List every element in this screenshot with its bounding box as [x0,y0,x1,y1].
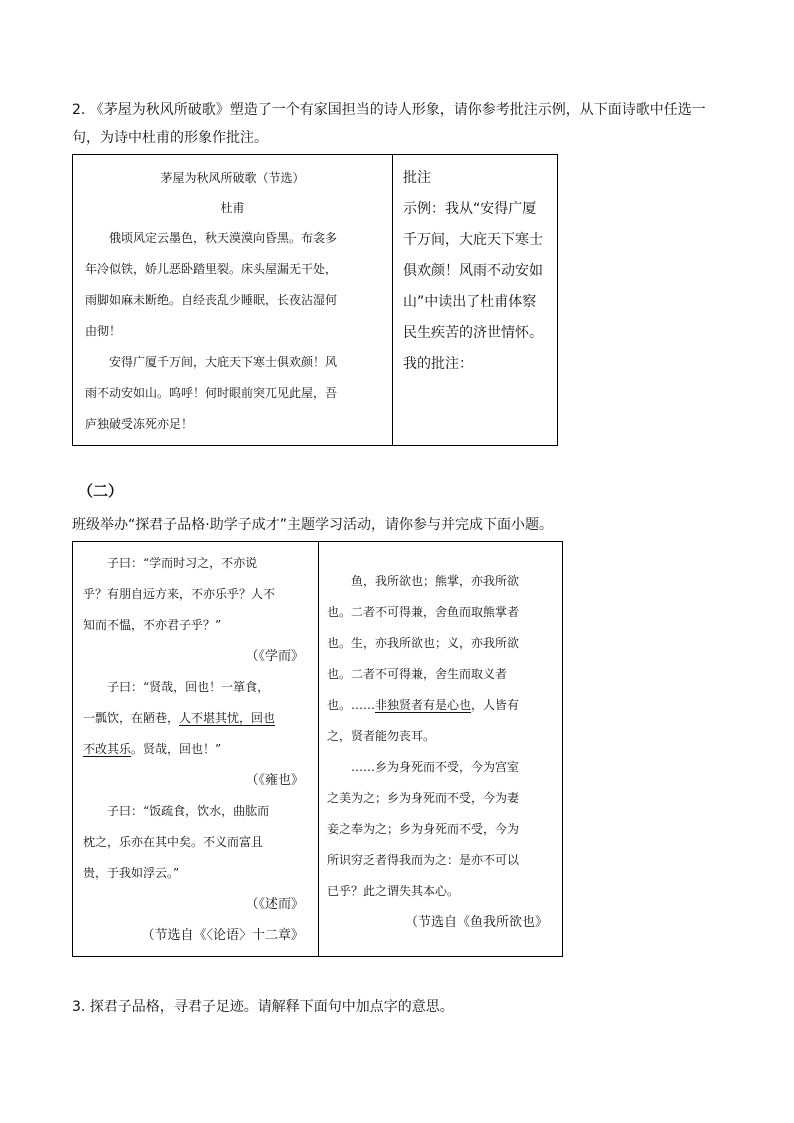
annotation-line: 示例：我从“安得广厦 [403,201,537,217]
yuwo-line: 所识穷乏者得我而为之：是亦不可以 [327,853,520,867]
yuwo-cell [319,542,562,956]
lunyu-line: 一瓢饮，在陋巷，人不堪其忧，回也 [83,711,276,725]
lunyu-source-xueer: （《学而》 [245,649,304,664]
yuwo-line: 也。……非独贤者有是心也，人皆有 [327,698,520,712]
poem-line: 雨不动安如山。呜呼！何时眼前突兀见此屋，吾 [85,386,338,400]
poem-line: 年冷似铁，娇儿恶卧踏里裂。床头屋漏无干处， [85,262,338,276]
lunyu-line: 知而不愠，不亦君子乎？” [83,618,222,632]
yuwo-line: 鱼，我所欲也；熊掌，亦我所欲 [351,574,520,588]
yuwo-source: （节选自《鱼我所欲也》 [404,915,548,930]
underlined-sentence: 非独贤者有是心也 [375,698,472,712]
yuwo-line: 也。二者不可得兼，舍鱼而取熊掌者 [327,605,520,619]
lunyu-line: 子曰：“饭疏食，饮水，曲肱而 [107,804,270,818]
poem-line: 俄顷风定云墨色，秋天漠漠向昏黑。布衾多 [109,231,338,245]
annotation-line: 俱欢颜！风雨不动安如 [403,263,543,279]
lunyu-source-yongye: （《雍也》 [245,773,304,788]
yuwo-line: ……乡为身死而不受，今为宫室 [351,760,520,774]
underlined-sentence: 不改其乐 [83,742,132,756]
section-heading: （二） [78,482,124,500]
reading-table [72,541,563,957]
annotation-line: 我的批注： [403,356,473,372]
poem-annotation-table [72,154,558,446]
annotation-line: 批注 [403,170,431,186]
section-intro: 班级举办“探君子品格·助学子成才”主题学习活动，请你参与并完成下面小题。 [72,517,553,533]
yuwo-line: 之，贤者能勿丧耳。 [327,729,436,743]
yuwo-line: 也。生，亦我所欲也；义，亦我所欲 [327,636,520,650]
poem-author: 杜甫 [220,201,245,215]
question-3: 3. 探君子品格，寻君子足迹。请解释下面句中加点字的意思。 [72,999,454,1015]
poem-title: 茅屋为秋风所破歌（节选） [160,171,305,185]
question-2: 2. 《茅屋为秋风所破歌》塑造了一个有家国担当的诗人形象，请你参考批注示例，从下面诗歌中任选一句，为诗中杜甫的形象作批注。 [72,102,706,146]
poem-line: 由彻！ [85,324,122,338]
lunyu-line: 乎？有朋自远方来，不亦乐乎？人不 [83,587,276,601]
poem-cell [73,155,393,445]
annotation-line: 千万间，大庇天下寒士 [403,232,543,248]
lunyu-source: （节选自《〈论语〉十二章》 [141,928,304,943]
lunyu-line: 子曰：“学而时习之，不亦说 [107,556,258,570]
lunyu-line: 子曰：“贤哉，回也！一箪食， [107,680,270,694]
lunyu-line: 不改其乐。贤哉，回也！” [83,742,222,756]
annotation-line: 山”中读出了杜甫体察 [403,294,537,310]
annotation-cell [393,155,557,445]
yuwo-line: 妾之奉为之；乡为身死而不受，今为 [327,822,520,836]
poem-line: 庐独破受冻死亦足！ [85,417,194,431]
lunyu-line: 贵，于我如浮云。” [83,866,180,880]
poem-line: 安得广厦千万间，大庇天下寒士俱欢颜！风 [109,355,338,369]
lunyu-cell [73,542,319,956]
yuwo-line: 也。二者不可得兼，舍生而取义者 [327,667,508,681]
lunyu-source-shuer: （《述而》 [245,897,304,912]
underlined-sentence: 人不堪其忧，回也 [179,711,276,725]
poem-line: 雨脚如麻未断绝。自经丧乱少睡眠，长夜沾湿何 [85,293,338,307]
yuwo-line: 之美为之；乡为身死而不受，今为妻 [327,791,520,805]
yuwo-line: 已乎？此之谓失其本心。 [327,884,460,898]
annotation-line: 民生疾苦的济世情怀。 [403,325,543,341]
lunyu-line: 枕之，乐亦在其中矣。不义而富且 [83,835,264,849]
